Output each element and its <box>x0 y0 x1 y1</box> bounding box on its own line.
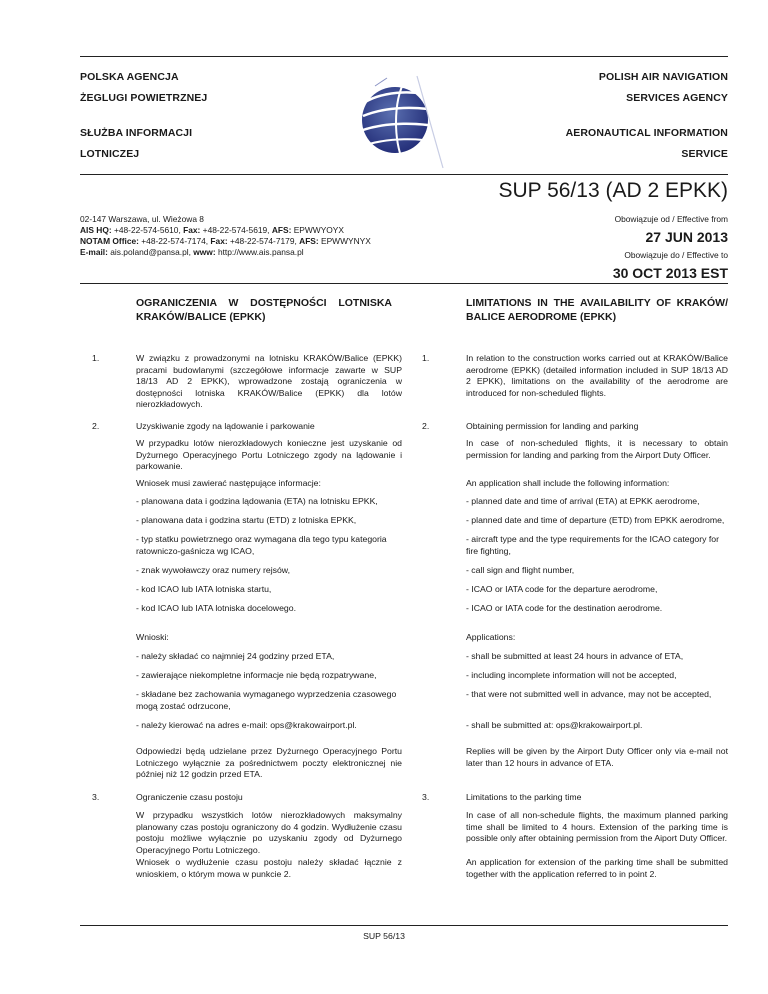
section-number-2-pl: 2. <box>92 421 100 431</box>
section-2-paragraph-en: In case of non-scheduled flights, it is necessary to obtain permission for landing and parking from the Airport Duty Officer. <box>466 438 728 460</box>
applications-heading-pl: Wnioski: <box>136 632 169 642</box>
list-item: - planned date and time of arrival (ETA) at EPKK aerodrome, <box>466 496 700 506</box>
agency-name-pl-line2: ŻEGLUGI POWIETRZNEJ <box>80 92 208 104</box>
notam-office-line: NOTAM Office: +48-22-574-7174, Fax: +48-22-574-7179, AFS: EPWWYNYX <box>80 236 371 246</box>
list-item: - planowana data i godzina lądowania (ETA) na lotnisku EPKK, <box>136 496 378 506</box>
list-item: - call sign and flight number, <box>466 565 575 575</box>
list-item: - planned date and time of departure (ETD) from EPKK aerodrome, <box>466 515 725 525</box>
list-item: - kod ICAO lub IATA lotniska startu, <box>136 584 272 594</box>
address-block <box>80 214 480 258</box>
replies-paragraph-pl: Odpowiedzi będą udzielane przez Dyżurnego Operacyjnego Portu Lotniczego wyłącznie za pośrednictwem poczty elektronicznej nie później niż 12 godzin przed ETA. <box>136 746 402 780</box>
list-item: - ICAO or IATA code for the departure aerodrome, <box>466 584 658 594</box>
list-item: - należy kierować na adres e-mail: ops@krakowairport.pl. <box>136 720 357 730</box>
section-rule <box>80 283 728 284</box>
title-en: LIMITATIONS IN THE AVAILABILITY OF KRAKÓW/ BALICE AERODROME (EPKK) <box>466 297 728 323</box>
extension-paragraph-en: An application for extension of the parking time shall be submitted together with the application referred to in point 2. <box>466 857 728 879</box>
effective-from-label: Obowiązuje od / Effective from <box>614 214 728 224</box>
section-2-heading-pl: Uzyskiwanie zgody na lądowanie i parkowanie <box>136 421 315 431</box>
list-item: - that were not submitted well in advance, may not be accepted, <box>466 689 712 699</box>
section-2-paragraph-pl: W przypadku lotów nierozkładowych konieczne jest uzyskanie od Dyżurnego Operacyjnego Portu Lotniczego zgody na lądowanie i parkowanie. <box>136 438 402 472</box>
section-number-1-en: 1. <box>422 353 430 363</box>
section-3-heading-en: Limitations to the parking time <box>466 792 582 802</box>
extension-paragraph-pl: Wniosek o wydłużenie czasu postoju należy składać łącznie z wnioskiem, o którym mowa w punkcie 2. <box>136 857 402 879</box>
list-item: - kod ICAO lub IATA lotniska docelowego. <box>136 603 296 613</box>
section-3-paragraph-en: In case of all non-schedule flights, the maximum planned parking time shall be limited to 4 hours. Extension of the parking time is possible only after obtaining permission from the Aiport Duty Officer. <box>466 810 728 844</box>
list-item: - należy składać co najmniej 24 godziny przed ETA, <box>136 651 335 661</box>
document-id: SUP 56/13 (AD 2 EPKK) <box>498 179 728 202</box>
agency-name-en-line2: SERVICES AGENCY <box>626 92 728 104</box>
section-2-heading-en: Obtaining permission for landing and parking <box>466 421 639 431</box>
service-name-pl-line1: SŁUŻBA INFORMACJI <box>80 127 193 139</box>
list-item: - planowana data i godzina startu (ETD) z lotniska EPKK, <box>136 515 357 525</box>
list-item: - shall be submitted at: ops@krakowairport.pl. <box>466 720 643 730</box>
title-pl: OGRANICZENIA W DOSTĘPNOŚCI LOTNISKA KRAKÓW/BALICE (EPKK) <box>136 297 392 323</box>
service-name-pl-line2: LOTNICZEJ <box>80 148 140 160</box>
contact-line: E-mail: ais.poland@pansa.pl, www: http://www.ais.pansa.pl <box>80 247 304 257</box>
pansa-logo <box>357 72 447 172</box>
header-rule <box>80 174 728 175</box>
list-item: - zawierające niekompletne informacje nie będą rozpatrywane, <box>136 670 377 680</box>
effective-to-label: Obowiązuje do / Effective to <box>624 250 728 260</box>
applications-heading-en: Applications: <box>466 632 516 642</box>
list-item: - ICAO or IATA code for the destination aerodrome. <box>466 603 663 613</box>
list-item: - znak wywoławczy oraz numery rejsów, <box>136 565 291 575</box>
effective-to-date: 30 OCT 2013 EST <box>612 265 728 281</box>
ais-hq-line: AIS HQ: +48-22-574-5610, Fax: +48-22-574-5619, AFS: EPWWYOYX <box>80 225 344 235</box>
top-rule <box>80 56 728 57</box>
footer-rule <box>80 925 728 926</box>
service-name-en-line2: SERVICE <box>681 148 728 160</box>
application-intro-en: An application shall include the following information: <box>466 478 670 488</box>
page-label: SUP 56/13 <box>363 931 405 941</box>
service-name-en-line1: AERONAUTICAL INFORMATION <box>565 127 728 139</box>
list-item: - składane bez zachowania wymaganego wyprzedzenia czasowego mogą zostać odrzucone, <box>136 689 397 711</box>
section-number-2-en: 2. <box>422 421 430 431</box>
section-3-paragraph-pl: W przypadku wszystkich lotów nierozkładowych maksymalny planowany czas postoju ograniczony do 4 godzin. Wydłużenie czasu postoju możliwe wyłącznie po uzyskaniu zgody od Dyżurnego Operacyjnego Portu Lotniczego. <box>136 810 402 855</box>
paragraph-1-pl: W związku z prowadzonymi na lotnisku KRAKÓW/Balice (EPKK) pracami budowlanymi (szczegółowe informacje zawarte w SUP 18/13 AD 2 EPKK), wprowadzone zostają ograniczenia w dostępności lotniska KRAKÓW/Balice (EPKK) dla lotów nierozkładowych. <box>136 353 402 410</box>
agency-name-pl-line1: POLSKA AGENCJA <box>80 71 179 83</box>
paragraph-1-en: In relation to the construction works carried out at KRAKÓW/Balice aerodrome (EPKK) (detailed information included in SUP 18/13 AD 2 EPKK), limitations on the availability of the aerodrome are introduced for non-scheduled flights. <box>466 353 728 398</box>
address-line: 02-147 Warszawa, ul. Wieżowa 8 <box>80 214 204 224</box>
agency-name-en-line1: POLISH AIR NAVIGATION <box>598 71 728 83</box>
section-3-heading-pl: Ograniczenie czasu postoju <box>136 792 243 802</box>
section-number-1-pl: 1. <box>92 353 100 363</box>
list-item: - typ statku powietrznego oraz wymagana dla tego typu kategoria ratowniczo-gaśnicza wg ICAO, <box>136 534 387 556</box>
application-intro-pl: Wniosek musi zawierać następujące informacje: <box>136 478 321 488</box>
section-number-3-pl: 3. <box>92 792 100 802</box>
list-item: - including incomplete information will not be accepted, <box>466 670 677 680</box>
section-number-3-en: 3. <box>422 792 430 802</box>
list-item: - shall be submitted at least 24 hours in advance of ETA, <box>466 651 684 661</box>
replies-paragraph-en: Replies will be given by the Airport Duty Officer only via e-mail not later than 12 hours in advance of ETA. <box>466 746 728 768</box>
list-item: - aircraft type and the type requirements for the ICAO category for fire fighting, <box>466 534 720 556</box>
effective-from-date: 27 JUN 2013 <box>645 229 728 245</box>
